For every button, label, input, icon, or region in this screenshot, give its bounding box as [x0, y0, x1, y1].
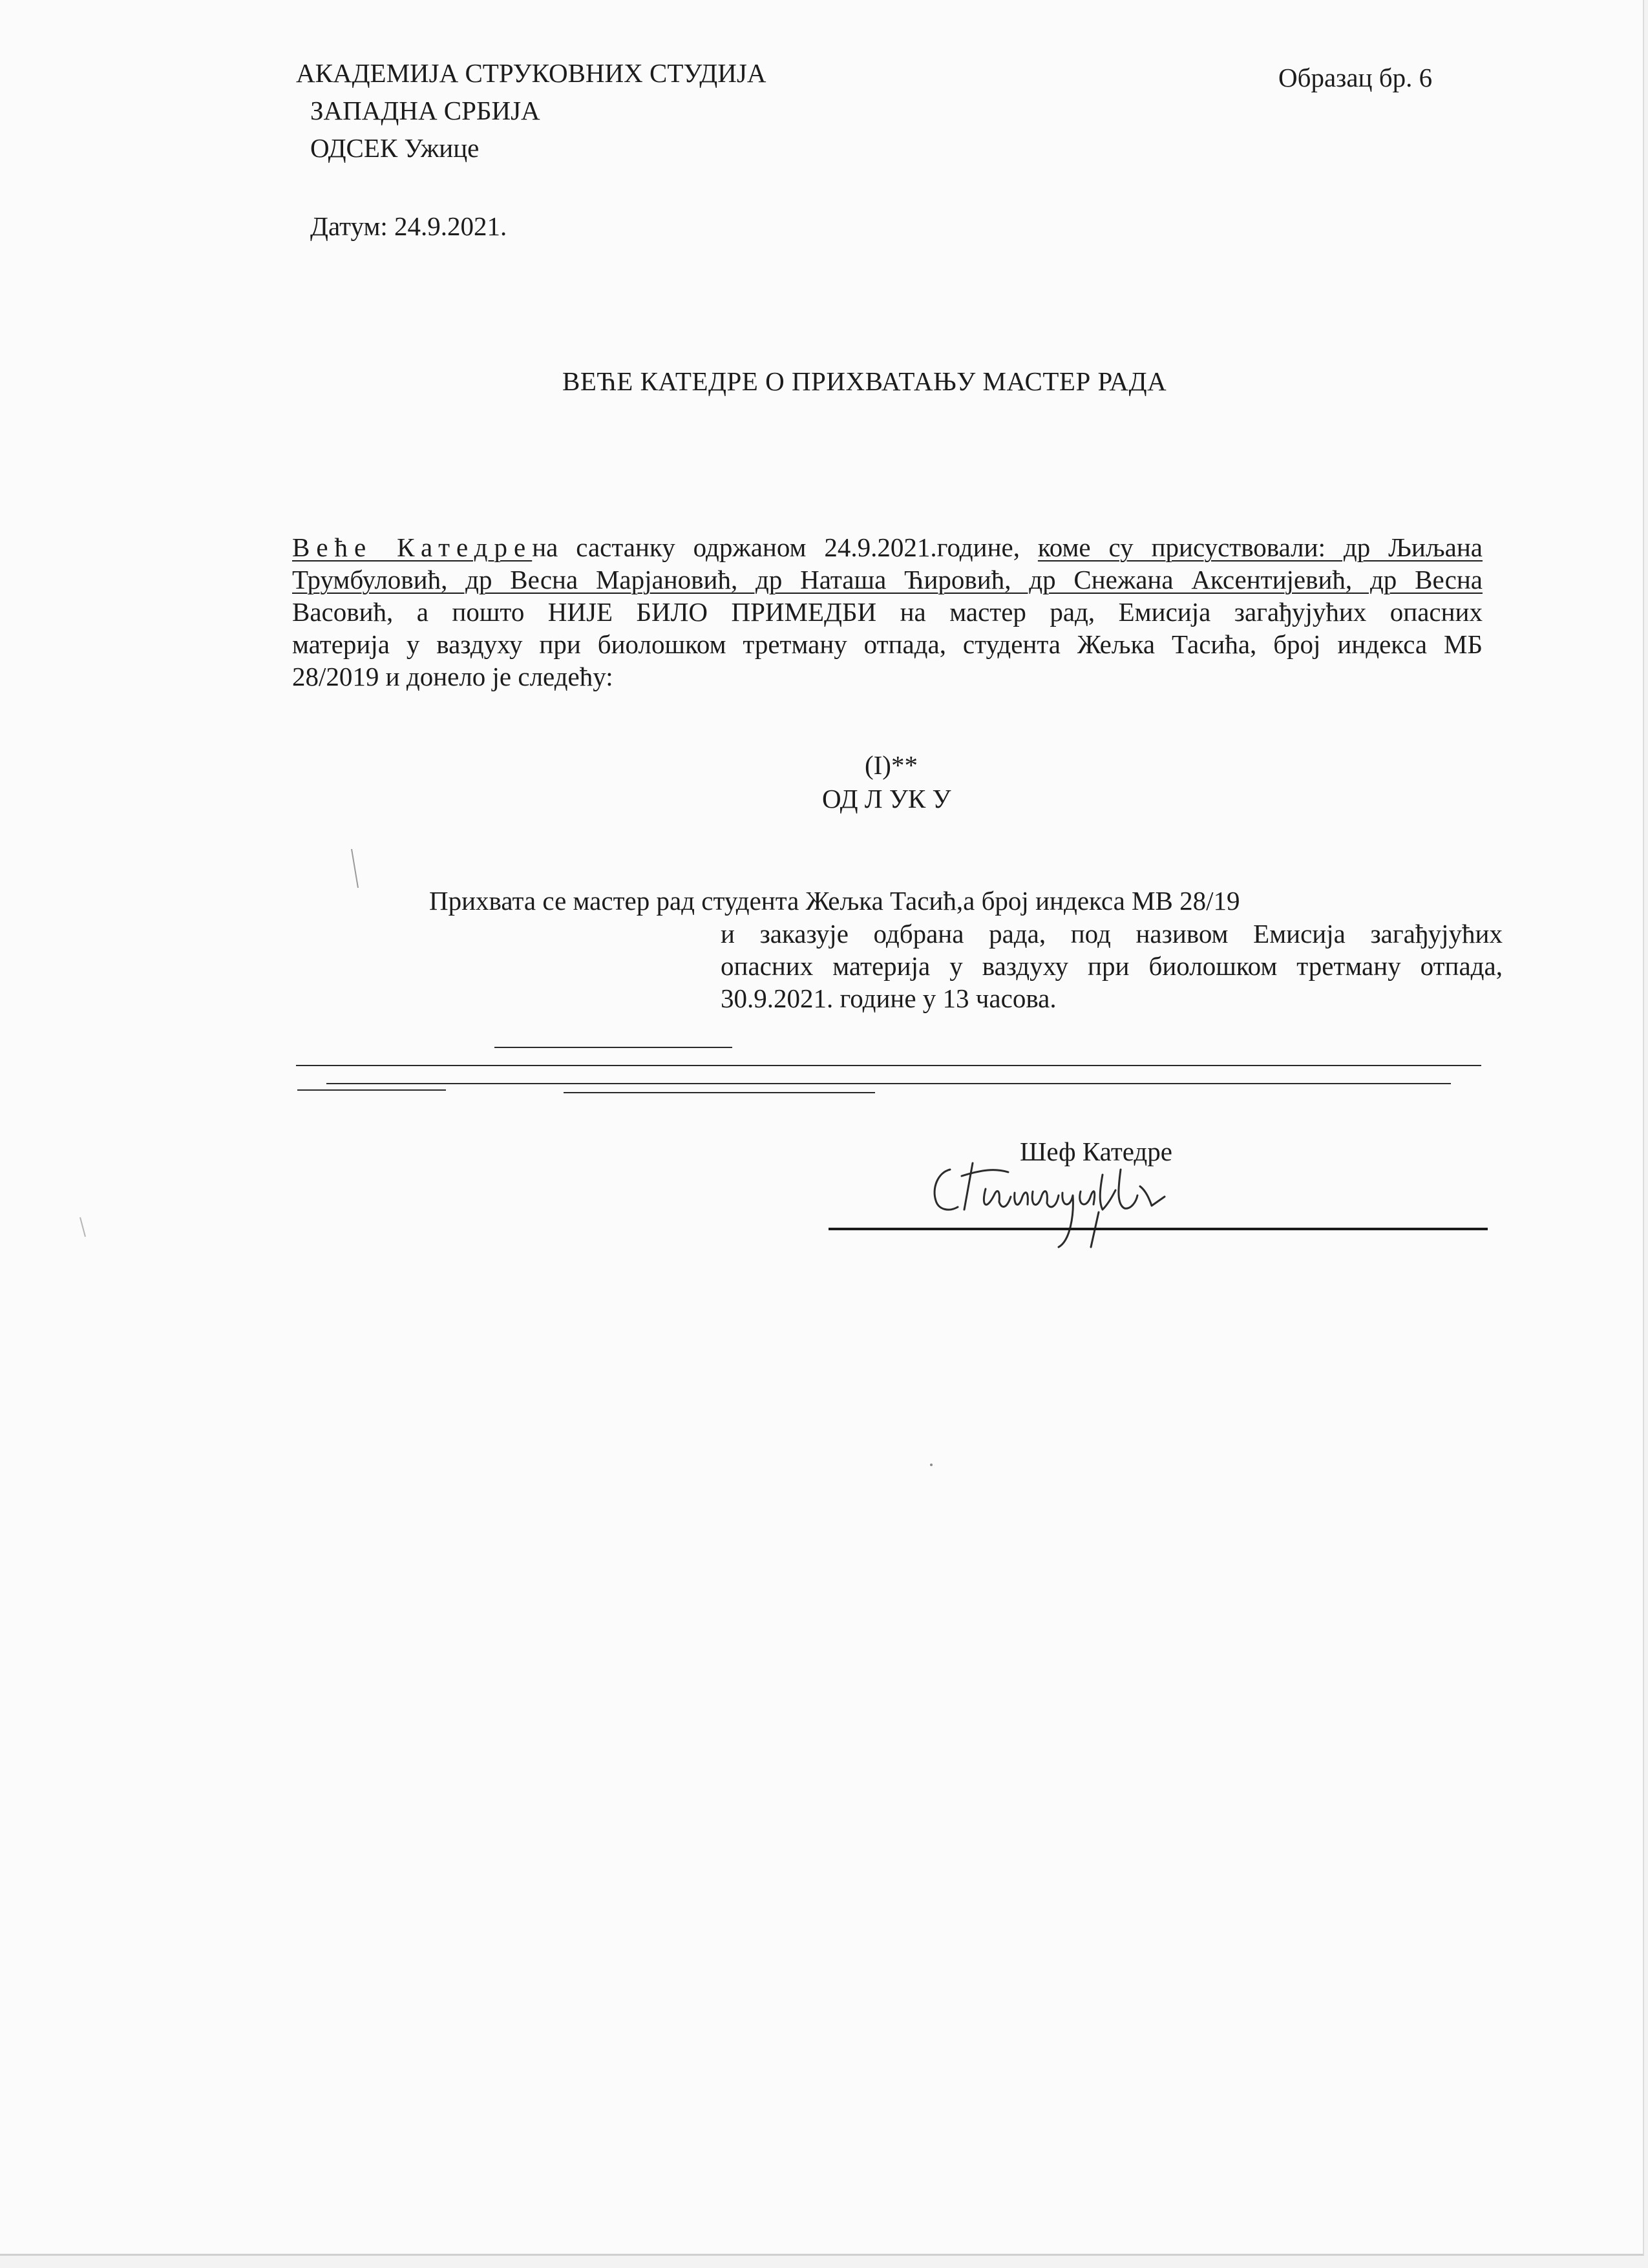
institution-region: ЗАПАДНА СРБИЈА	[310, 96, 540, 125]
body-spaced-subject: Веће Катедре	[292, 532, 533, 562]
body-meeting-text: на састанку одржаном 24.9.2021.године,	[532, 532, 1020, 562]
institution-header	[296, 54, 766, 167]
decision-mark: (I)**	[865, 750, 918, 780]
decision-title: ОД Л УК У	[822, 784, 951, 814]
institution-name: АКАДЕМИЈА СТРУКОВНИХ СТУДИЈА	[296, 58, 766, 88]
document-date: Датум: 24.9.2021.	[310, 211, 507, 241]
blank-rule	[296, 1065, 1481, 1066]
schedule-line-2: опасних материја у ваздуху при биолошком третману отпада,	[721, 951, 1503, 981]
body-line-2: Трумбуловић, др Весна Марјановић, др Наташа Ћировић, др Снежана Аксентијевић, др Весна	[292, 565, 1483, 594]
signature-line	[829, 1228, 1488, 1230]
scan-mark	[349, 846, 362, 892]
scan-mark	[928, 1462, 935, 1468]
body-line-1	[292, 531, 1483, 563]
body-paragraph	[292, 531, 1483, 693]
body-line-4: материја у ваздуху при биолошком третману отпада, студента Жељка Тасића, број индекса МБ	[292, 629, 1483, 659]
body-attendees-start: коме су присуствовали: др Љиљана	[1037, 532, 1483, 562]
blank-rule	[297, 1089, 446, 1091]
decision-accept-line: Прихвата се мастер рад студента Жељка Тасић,а број индекса МВ 28/19	[429, 886, 1240, 916]
form-number: Образац бр. 6	[1278, 63, 1433, 92]
document-title: ВЕЋЕ КАТЕДРЕ О ПРИХВАТАЊУ МАСТЕР РАДА	[562, 366, 1167, 396]
blank-rule	[326, 1083, 1451, 1084]
decision-schedule	[721, 918, 1503, 1014]
scan-mark	[78, 1215, 90, 1241]
schedule-line-1: и заказује одбрана рада, под називом Емисија загађујућих	[721, 919, 1503, 949]
body-line-3: Васовић, а пошто НИЈЕ БИЛО ПРИМЕДБИ на мастер рад, Емисија загађујућих опасних	[292, 597, 1483, 627]
schedule-line-3: 30.9.2021. године у 13 часова.	[721, 983, 1057, 1013]
blank-rule	[564, 1092, 875, 1093]
body-line-5: 28/2019 и донело је следећу:	[292, 662, 613, 691]
signatory-title: Шеф Катедре	[1020, 1137, 1172, 1166]
blank-rule	[494, 1047, 732, 1048]
institution-department: ОДСЕК Ужице	[310, 133, 480, 163]
handwritten-signature	[924, 1150, 1234, 1254]
